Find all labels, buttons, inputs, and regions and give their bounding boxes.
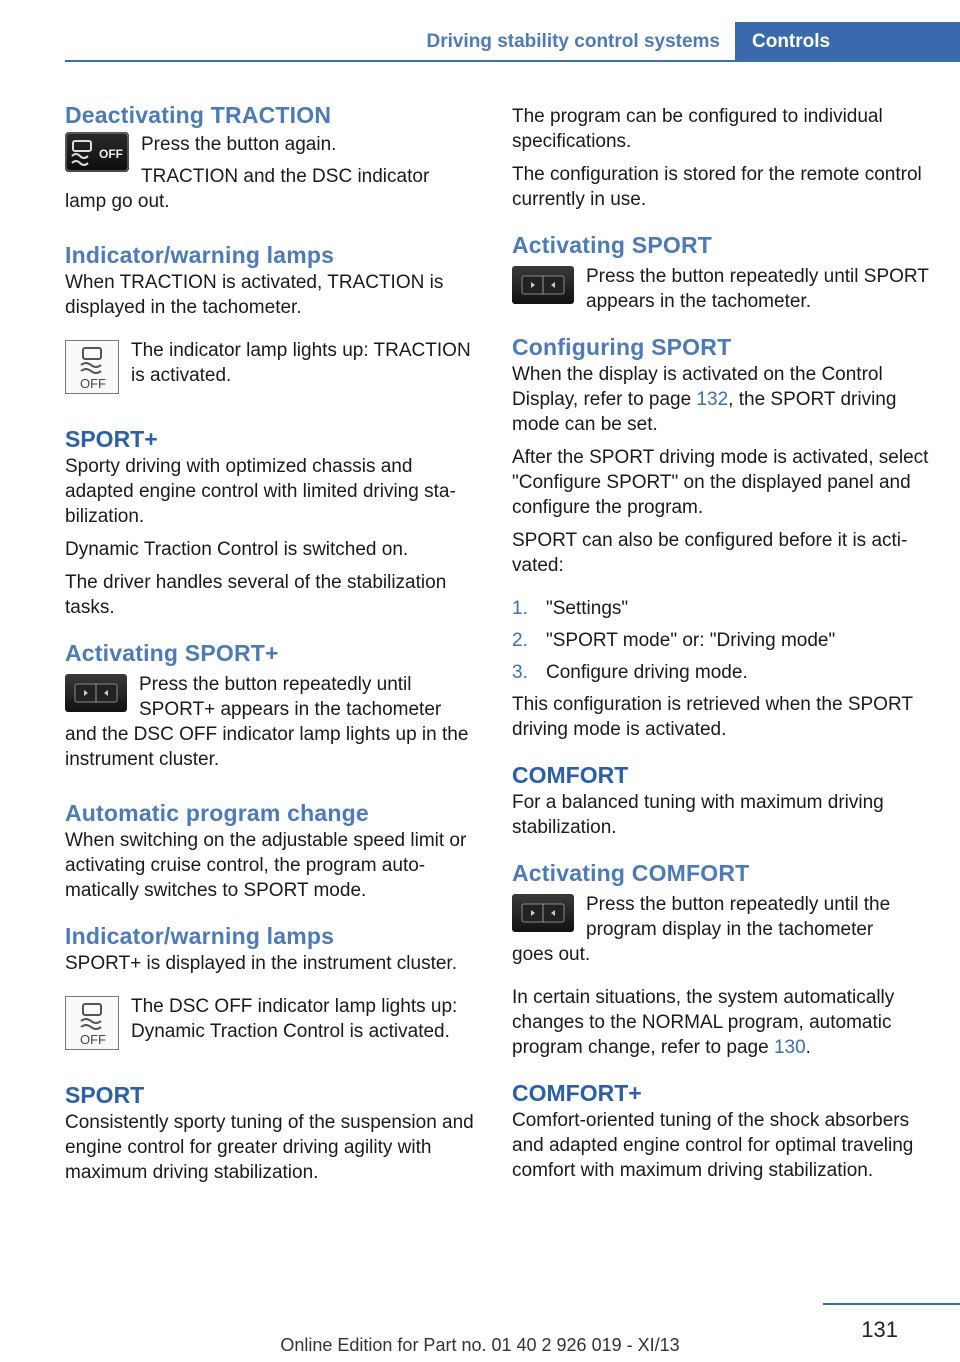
dsc-off-lamp-icon [65,996,119,1050]
situation-text: In certain situations, the system automatically changes to the NORMAL program, automatic program change, refer to page 130. [512,987,895,1058]
act-sport-text: Press the button repeatedly until SPORT appears in the tachometer. [586,266,929,312]
indicator-lamp-block-2 [65,994,480,1054]
page-number-rule [823,1303,960,1305]
heading-indicator-warning-1: Indicator/warning lamps [65,242,335,268]
page-link-130[interactable]: 130 [773,1037,806,1058]
config-p1: When the display is activated on the Control Display, refer to page 132, the SPORT driving mode can be set. [512,364,897,435]
indicator-lamp-block-1 [65,338,480,398]
heading-sport: SPORT [65,1082,145,1108]
indicator-lamp-text-1: The indicator lamp lights up: TRACTION is activated. [131,340,471,386]
heading-comfort: COMFORT [512,762,629,788]
indicator-text-2: SPORT+ is displayed in the instrument cluster. [65,953,457,974]
act-sportplus-line1: Press the button repeatedly until [139,674,412,695]
header-rule [65,60,960,62]
config-p3: SPORT can also be configured before it is activated: [512,530,908,576]
svg-text:OFF: OFF [80,376,106,391]
comfortplus-text: Comfort-oriented tuning of the shock absorbers and adapted engine control for optimal traveling comfort with maximum driving stabilization. [512,1110,914,1181]
heading-sport-plus: SPORT+ [65,426,158,452]
heading-activating-sport: Activating SPORT [512,232,713,258]
right-column [512,100,930,1183]
list-item: 1. "Settings" [512,598,629,619]
dsc-off-button-icon [65,132,129,172]
act-sportplus-line2: SPORT+ appears in the tachometer [139,699,442,720]
heading-indicator-warning-2: Indicator/warning lamps [65,923,335,949]
act-comfort-rest: goes out. [512,944,591,965]
page-link-132[interactable]: 132 [696,389,729,410]
driving-mode-rocker-icon [512,894,574,932]
page-header [0,22,960,62]
activate-comfort-block [512,892,930,942]
svg-text:OFF: OFF [80,1032,106,1047]
list-item: 2. "SPORT mode" or: "Driving mode" [512,630,836,651]
left-column [65,100,480,1185]
config-p2: After the SPORT driving mode is activated, select "Configure SPORT" on the displayed panel and configure the program. [512,447,929,518]
act-comfort-line1: Press the button repeatedly until the [586,894,891,915]
header-chapter-tab: Controls [735,22,960,62]
driving-mode-rocker-icon [65,674,127,712]
deact-line2a: TRACTION and the DSC indicator [141,166,430,187]
sportplus-p1: Sporty driving with optimized chassis and adapted engine control with limited driving stabilization. [65,456,456,527]
heading-configuring-sport: Configuring SPORT [512,334,732,360]
comfort-text: For a balanced tuning with maximum driving stabilization. [512,792,884,838]
footer-edition: Online Edition for Part no. 01 40 2 926 019 - XI/13 [280,1335,680,1355]
dsc-off-lamp-icon [65,340,119,394]
auto-text: When switching on the adjustable speed limit or activating cruise control, the program automatically switches to SPORT mode. [65,830,467,901]
heading-automatic-program-change: Automatic program change [65,800,369,826]
driving-mode-rocker-icon [512,266,574,304]
heading-comfort-plus: COMFORT+ [512,1080,642,1106]
page-number: 131 [861,1317,898,1342]
heading-activating-sport-plus: Activating SPORT+ [65,640,279,666]
sportplus-p2: Dynamic Traction Control is switched on. [65,539,409,560]
indicator-lamp-text-2: The DSC OFF indicator lamp lights up: Dynamic Traction Control is activated. [131,996,458,1042]
sportplus-p3: The driver handles several of the stabilization tasks. [65,572,447,618]
deact-line2b: lamp go out. [65,191,170,212]
act-sportplus-rest: and the DSC OFF indicator lamp lights up in the instrument cluster. [65,724,469,770]
heading-activating-comfort: Activating COMFORT [512,860,750,886]
right-p2: The configuration is stored for the remote control currently in use. [512,164,922,210]
act-comfort-line2: program display in the tachometer [586,919,874,940]
list-item: 3. Configure driving mode. [512,662,748,683]
config-retrieved-text: This configuration is retrieved when the SPORT driving mode is activated. [512,694,913,740]
config-steps-list [512,596,930,685]
right-p1: The program can be configured to individual specifications. [512,106,883,152]
deactivate-traction-block [65,130,480,189]
indicator-text-1: When TRACTION is activated, TRACTION is displayed in the tachometer. [65,272,444,318]
activate-sportplus-block [65,672,480,722]
sport-text: Consistently sporty tuning of the suspension and engine control for greater driving agility with maximum driving stabilization. [65,1112,474,1183]
heading-deactivating-traction: Deactivating TRACTION [65,102,332,128]
deact-line1: Press the button again. [141,134,337,155]
svg-text:OFF: OFF [99,147,123,161]
header-section-title: Driving stability control systems [426,31,720,52]
activate-sport-block [512,264,930,314]
